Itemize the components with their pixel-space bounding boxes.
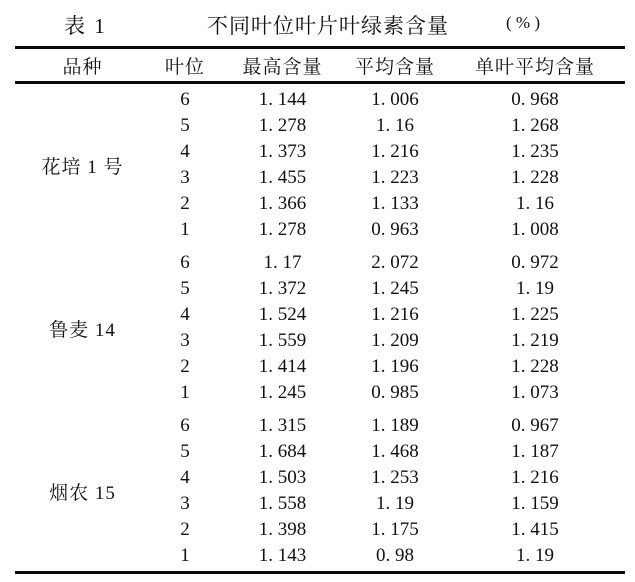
avg-content: 1. 468 bbox=[371, 441, 419, 462]
leaf-position: 6 bbox=[180, 415, 190, 436]
max-content: 1. 503 bbox=[258, 467, 307, 488]
avg-content: 2. 072 bbox=[371, 252, 419, 273]
max-content: 1. 455 bbox=[258, 167, 307, 188]
max-content: 1. 366 bbox=[258, 193, 307, 214]
leaf-position: 1 bbox=[180, 382, 190, 403]
single-leaf-avg: 0. 967 bbox=[511, 415, 559, 436]
leaf-position: 3 bbox=[180, 167, 190, 188]
single-leaf-avg: 1. 228 bbox=[511, 167, 559, 188]
single-leaf-avg: 1. 19 bbox=[516, 545, 554, 566]
table-label: 表 1 bbox=[64, 14, 107, 38]
max-content: 1. 278 bbox=[258, 115, 307, 136]
variety-name: 烟农 15 bbox=[49, 482, 116, 504]
avg-content: 1. 245 bbox=[371, 278, 419, 299]
single-leaf-avg: 1. 073 bbox=[511, 382, 559, 403]
table-unit: ( % ) bbox=[506, 13, 540, 32]
leaf-position: 2 bbox=[180, 519, 190, 540]
single-leaf-avg: 1. 219 bbox=[511, 330, 559, 351]
bottom-rule bbox=[15, 571, 625, 574]
leaf-position: 6 bbox=[180, 89, 190, 110]
table-title: 不同叶位叶片叶绿素含量 bbox=[207, 14, 449, 38]
single-leaf-avg: 1. 228 bbox=[511, 356, 559, 377]
max-content: 1. 245 bbox=[258, 382, 307, 403]
single-leaf-avg: 1. 159 bbox=[511, 493, 559, 514]
column-header-variety: 品种 bbox=[62, 56, 103, 78]
avg-content: 1. 189 bbox=[371, 415, 419, 436]
leaf-position: 4 bbox=[180, 304, 190, 325]
single-leaf-avg: 1. 008 bbox=[511, 219, 559, 240]
variety-name: 花培 1 号 bbox=[41, 156, 124, 178]
avg-content: 0. 98 bbox=[376, 545, 414, 566]
max-content: 1. 558 bbox=[258, 493, 307, 514]
column-header-single-leaf-avg: 单叶平均含量 bbox=[474, 56, 595, 78]
table-caption bbox=[0, 0, 635, 46]
avg-content: 1. 253 bbox=[371, 467, 419, 488]
max-content: 1. 17 bbox=[263, 252, 302, 273]
max-content: 1. 372 bbox=[258, 278, 307, 299]
variety-group-lumai-14 bbox=[15, 250, 625, 406]
table-body bbox=[15, 84, 625, 571]
leaf-position: 5 bbox=[180, 115, 190, 136]
avg-content: 1. 006 bbox=[371, 89, 419, 110]
max-content: 1. 144 bbox=[258, 89, 307, 110]
leaf-position: 3 bbox=[180, 330, 190, 351]
leaf-position: 2 bbox=[180, 193, 190, 214]
avg-content: 1. 216 bbox=[371, 141, 419, 162]
leaf-position: 3 bbox=[180, 493, 190, 514]
leaf-position: 5 bbox=[180, 441, 190, 462]
avg-content: 1. 196 bbox=[371, 356, 419, 377]
max-content: 1. 398 bbox=[258, 519, 307, 540]
avg-content: 1. 16 bbox=[376, 115, 414, 136]
column-header-leaf-position: 叶位 bbox=[164, 56, 205, 78]
table-header-row bbox=[15, 49, 625, 81]
avg-content: 1. 223 bbox=[371, 167, 419, 188]
leaf-position: 5 bbox=[180, 278, 190, 299]
avg-content: 0. 963 bbox=[371, 219, 419, 240]
leaf-position: 2 bbox=[180, 356, 190, 377]
max-content: 1. 315 bbox=[258, 415, 307, 436]
column-header-avg-content: 平均含量 bbox=[354, 56, 435, 78]
single-leaf-avg: 1. 225 bbox=[511, 304, 559, 325]
avg-content: 1. 209 bbox=[371, 330, 419, 351]
variety-group-huapei-1 bbox=[15, 87, 625, 243]
single-leaf-avg: 0. 972 bbox=[511, 252, 559, 273]
leaf-position: 4 bbox=[180, 141, 190, 162]
single-leaf-avg: 1. 16 bbox=[516, 193, 554, 214]
max-content: 1. 524 bbox=[258, 304, 307, 325]
avg-content: 1. 216 bbox=[371, 304, 419, 325]
max-content: 1. 414 bbox=[258, 356, 307, 377]
max-content: 1. 684 bbox=[258, 441, 307, 462]
max-content: 1. 143 bbox=[258, 545, 307, 566]
avg-content: 1. 19 bbox=[376, 493, 414, 514]
variety-group-yannong-15 bbox=[15, 413, 625, 569]
max-content: 1. 278 bbox=[258, 219, 307, 240]
single-leaf-avg: 1. 216 bbox=[511, 467, 559, 488]
single-leaf-avg: 1. 415 bbox=[511, 519, 559, 540]
avg-content: 0. 985 bbox=[371, 382, 419, 403]
max-content: 1. 559 bbox=[258, 330, 307, 351]
single-leaf-avg: 1. 19 bbox=[516, 278, 554, 299]
variety-name: 鲁麦 14 bbox=[49, 319, 116, 341]
single-leaf-avg: 1. 268 bbox=[511, 115, 559, 136]
leaf-position: 1 bbox=[180, 219, 190, 240]
column-header-max-content: 最高含量 bbox=[242, 56, 323, 78]
single-leaf-avg: 0. 968 bbox=[511, 89, 559, 110]
avg-content: 1. 133 bbox=[371, 193, 419, 214]
avg-content: 1. 175 bbox=[371, 519, 419, 540]
single-leaf-avg: 1. 235 bbox=[511, 141, 559, 162]
leaf-position: 6 bbox=[180, 252, 190, 273]
leaf-position: 4 bbox=[180, 467, 190, 488]
leaf-position: 1 bbox=[180, 545, 190, 566]
single-leaf-avg: 1. 187 bbox=[511, 441, 559, 462]
max-content: 1. 373 bbox=[258, 141, 307, 162]
